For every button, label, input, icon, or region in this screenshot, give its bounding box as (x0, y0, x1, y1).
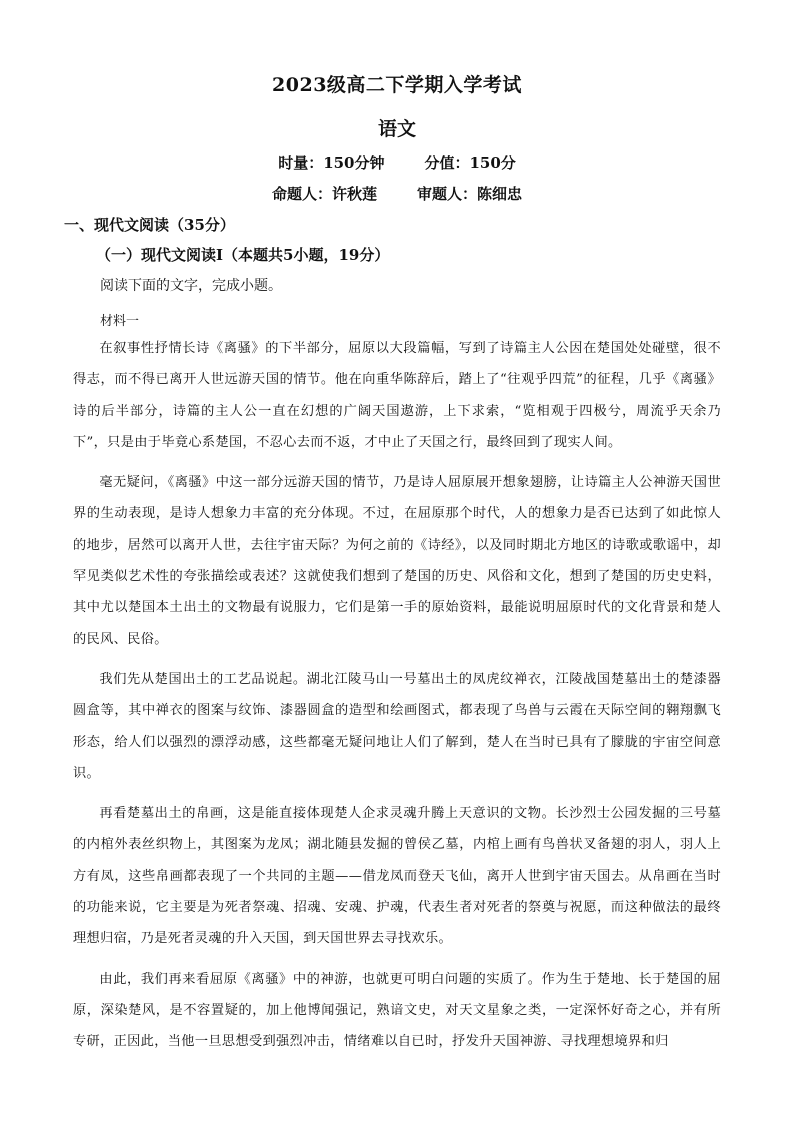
time-limit: 时量：150分钟 (278, 154, 385, 172)
section-heading: 一、现代文阅读（35分） (64, 216, 235, 234)
passage-paragraph: 我们先从楚国出土的工艺品说起。湖北江陵马山一号墓出土的凤虎纹禅衣，江陵战国楚墓出土的楚漆器圆盒等，其中禅衣的图案与纹饰、漆器圆盒的造型和绘画图式，都表现了鸟兽与云霞在天际空间的翱翔飘飞形态，给人们以强烈的漂浮动感，这些都毫无疑问地让人们了解到，楚人在当时已具有了朦胧的宇宙空间意识。 (73, 671, 721, 781)
passage-paragraph: 再看楚墓出土的帛画，这是能直接体现楚人企求灵魂升腾上天意识的文物。长沙烈士公园发掘的三号墓的内棺外表丝织物上，其图案为龙凤；湖北随县发掘的曾侯乙墓，内棺上画有鸟兽状叉备翅的羽人，羽人上方有凤，这些帛画都表现了一个共同的主题——借龙凤而登天飞仙，离开人世到宇宙天国去。从帛画在当时的功能来说，它主要是为死者祭魂、招魂、安魂、护魂，代表生者对死者的祭奠与祝愿，而这种做法的最终理想归宿，乃是死者灵魂的升入天国，到天国世界去寻找欢乐。 (73, 806, 721, 947)
passage-paragraph: 在叙事性抒情长诗《离骚》的下半部分，屈原以大段篇幅，写到了诗篇主人公因在楚国处处碰壁，很不得志，而不得已离开人世远游天国的情节。他在向重华陈辞后，踏上了“往观乎四荒”的征程，几乎《离骚》诗的后半部分，诗篇的主人公一直在幻想的广阔天国遨游，上下求索，“览相观于四极兮，周流乎天余乃下”，只是由于毕竟心系楚国，不忍心去而不返，才中止了天国之行，最终回到了现实人间。 (73, 341, 721, 450)
exam-authors-line (0, 183, 794, 204)
subject-title: 语文 (377, 118, 416, 140)
reading-instruction: 阅读下面的文字，完成小题。 (100, 278, 282, 294)
exam-time-score-line (0, 152, 794, 173)
exam-title: 2023级高二下学期入学考试 (272, 74, 522, 96)
question-author: 命题人：许秋莲 (271, 185, 377, 203)
total-score: 分值：150分 (424, 154, 516, 172)
passage-paragraph: 由此，我们再来看屈原《离骚》中的神游，也就更可明白问题的实质了。作为生于楚地、长于楚国的屈原，深染楚风，是不容置疑的，加上他博闻强记，熟谙文史，对天文星象之类，一定深怀好奇之心，并有所专研，正因此，当他一旦思想受到强烈冲击，情绪难以自已时，抒发升天国神游、寻找理想境界和归 (73, 971, 721, 1050)
passage-paragraph: 毫无疑问，《离骚》中这一部分远游天国的情节，乃是诗人屈原展开想象翅膀，让诗篇主人公神游天国世界的生动表现，是诗人想象力丰富的充分体现。不过，在屈原那个时代，人的想象力是否已达到了如此惊人的地步，居然可以离开人世，去往宇宙天际？为何之前的《诗经》，以及同时期北方地区的诗歌或歌谣中，却罕见类似艺术性的夸张描绘或表述？这就使我们想到了楚国的历史、风俗和文化，想到了楚国的历史史料，其中尤以楚国本土出土的文物最有说服力，它们是第一手的原始资料，最能说明屈原时代的文化背景和楚人的民风、民俗。 (73, 475, 721, 647)
reading-passage (73, 333, 721, 1067)
question-reviewer: 审题人：陈细忠 (417, 185, 523, 203)
subsection-heading: （一）现代文阅读Ⅰ（本题共5小题，19分） (96, 246, 390, 264)
material-label: 材料一 (100, 314, 140, 329)
